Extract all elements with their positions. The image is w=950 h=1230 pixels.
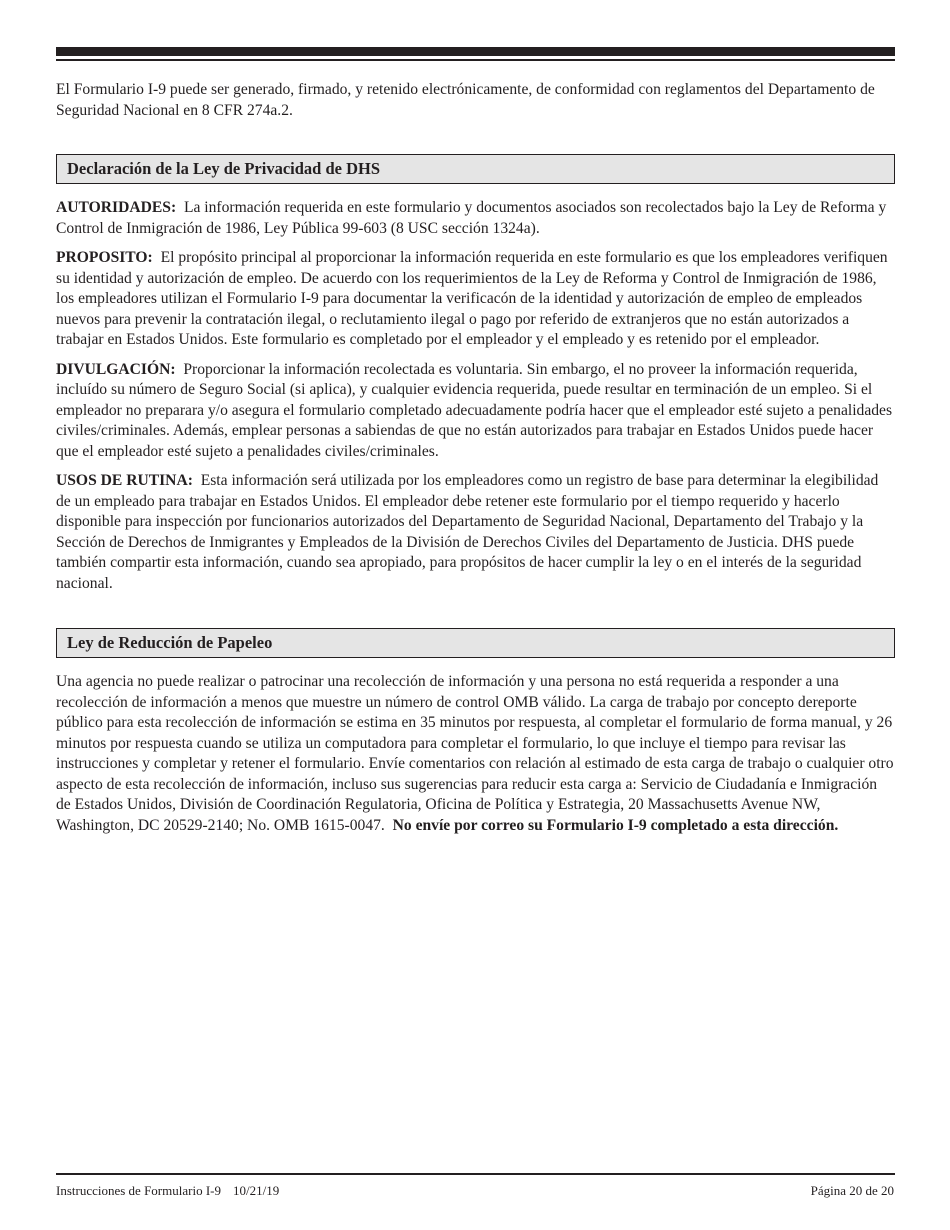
disclosure-paragraph [56,360,895,463]
intro-paragraph: El Formulario I-9 puede ser generado, firmado, y retenido electrónicamente, de conformidad con reglamentos del Departamento de Seguridad Nacional en 8 CFR 274a.2. [56,81,875,119]
paperwork-act-heading: Ley de Reducción de Papeleo [56,628,895,658]
paperwork-emphasis: No envíe por correo su Formulario I-9 completado a esta dirección. [392,816,839,834]
purpose-paragraph [56,248,895,351]
paperwork-paragraph [56,672,895,836]
routine-uses-label: USOS DE RUTINA: [56,472,193,489]
footer-edition-date: 10/21/19 [232,1183,280,1198]
document-body [56,80,895,836]
privacy-act-heading: Declaración de la Ley de Privacidad de DHS [56,154,895,184]
footer-form-info [56,1183,279,1199]
routine-uses-text: Esta información será utilizada por los empleadores como un registro de base para determinar la elegibilidad de un empleado para trabajar en Estados Unidos. El empleador debe retener este formulario por el tiempo requerido y hacerlo disponible para inspección por funcionarios autorizados del Departamento de Seguridad Nacional, Departamento del Trabajo y la Sección de Derechos de Inmigrantes y Empleados de la División de Derechos Civiles del Departamento de Justicia. DHS puede también compartir esta información, cuando sea apropiado, para propósitos de hacer cumplir la ley o en el interés de la seguridad nacional. [56,472,879,592]
disclosure-label: DIVULGACIÓN: [56,360,176,378]
authorities-text: La información requerida en este formulario y documentos asociados son recolectados bajo la Ley de Reforma y Control de Inmigración de 1986, Ley Pública 99-603 (8 USC sección 1324a). [56,199,887,237]
purpose-text: El propósito principal al proporcionar la información requerida en este formulario es que los empleadores verifiquen su identidad y autorización de empleo. De acuerdo con los requerimientos de la Ley de Reforma y Control de Inmigración de 1986, los empleadores utilizan el Formulario I-9 para documentar la verificacón de la identidad y autorización de empleo de empleados nuevos para prevenir la contratación ilegal, o reclutamiento ilegal o pago por referido de extranjeros que no están autorizados a trabajar en Estados Unidos. Este formulario es completado por el empleador y el empleado y es retenido por el empleador. [56,249,888,348]
authorities-paragraph [56,198,895,239]
purpose-label: PROPOSITO: [56,249,153,266]
disclosure-text: Proporcionar la información recolectada es voluntaria. Sin embargo, el no proveer la información requerida, incluído su número de Seguro Social (si aplica), y cualquier evidencia requerida, puede resultar en terminación de un empleo. Si el empleador no preparara y/o asegura el formulario completado adecuadamente podría hacer que el empleador esté sujeto a penalidades civiles/criminales. Además, emplear personas a sabiendas de que no están autorizados para trabajar en Estados Unidos puede hacer que el empleador esté sujeto a penalidades civiles/criminales. [56,360,893,460]
authorities-label: AUTORIDADES: [56,199,177,216]
footer-rule [56,1173,895,1175]
section-spacer [56,594,895,628]
footer-form-name: Instrucciones de Formulario I-9 [56,1183,221,1198]
paperwork-text: Una agencia no puede realizar o patrocinar una recolección de información y una persona no está requerida a responder a una recolección de información a menos que muestre un número de control OMB válido. La carga de trabajo por concepto dereporte público para esta recolección de información se estima en 35 minutos por respuesta, al completar el formulario de forma manual, y 26 minutos por respuesta cuando se utiliza un computadora para completar el formulario, lo que incluye el tiempo para revisar las instrucciones y completar y retener el formulario. Envíe comentarios con relación al estimado de esta carga de trabajo o cualquier otro aspecto de esta recolección de información, incluso sus sugerencias para reducir esta carga a: Servicio de Ciudadanía e Inmigración de Estados Unidos, División de Coordinación Regulatoria, Oficina de Política y Estrategia, 20 Massachusetts Avenue NW, Washington, DC 20529-2140; No. OMB 1615-0047. [56,673,894,834]
top-rule-thick [56,47,895,56]
footer-page-number: Página 20 de 20 [810,1183,894,1198]
routine-uses-paragraph [56,471,895,594]
top-rule-thin [56,59,895,61]
